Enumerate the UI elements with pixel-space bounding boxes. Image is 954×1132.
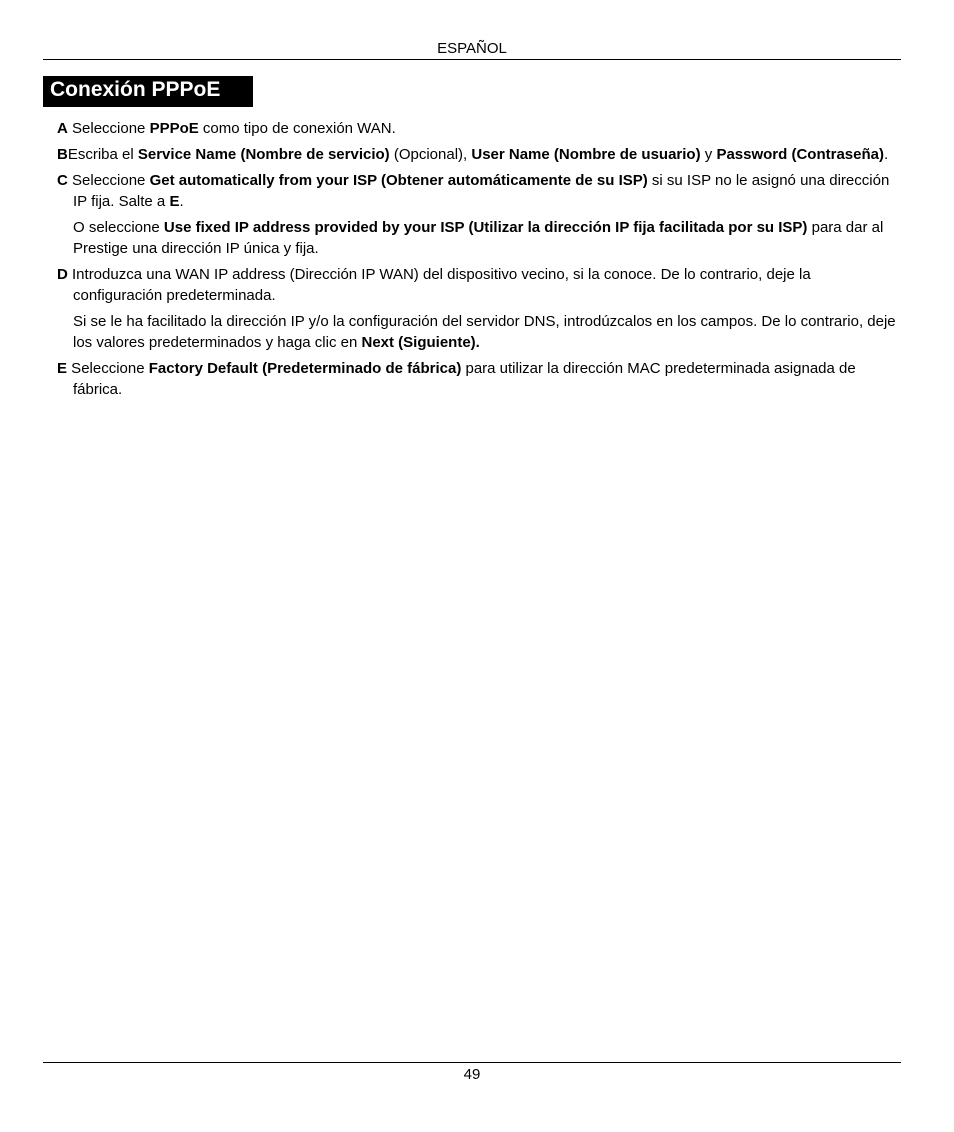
step-letter: C	[57, 172, 68, 189]
step-letter: B	[57, 146, 68, 163]
step-text: y	[700, 146, 717, 163]
step-text: como tipo de conexión WAN.	[198, 120, 396, 137]
step-a	[57, 118, 897, 139]
step-text: (Opcional),	[389, 146, 472, 163]
step-text: si su ISP no le asignó una dirección IP fija. Salte a	[73, 172, 890, 210]
step-text: Si se le ha facilitado la dirección IP y/o la configuración del servidor DNS, introdúzcalos en los campos. De lo contrario, deje los valores predeterminados y haga clic en	[73, 313, 896, 351]
step-emphasis: PPPoE	[149, 120, 199, 137]
step-e	[57, 358, 897, 400]
step-emphasis: Get automatically from your ISP (Obtener automáticamente de su ISP)	[149, 172, 648, 189]
step-text: .	[883, 146, 889, 163]
step-text: .	[179, 193, 184, 210]
step-text: para utilizar la dirección MAC predeterminada asignada de fábrica.	[73, 360, 856, 398]
page-number: 49	[463, 1066, 481, 1083]
step-emphasis: E	[169, 193, 180, 210]
step-letter: A	[57, 120, 68, 137]
step-emphasis: Service Name (Nombre de servicio)	[137, 146, 390, 163]
header-divider	[43, 59, 901, 60]
step-b	[57, 144, 897, 165]
step-emphasis: Next (Siguiente).	[361, 334, 480, 351]
step-emphasis: Password (Contraseña)	[716, 146, 884, 163]
step-text: para dar al Prestige una dirección IP única y fija.	[73, 219, 884, 257]
footer-divider	[43, 1062, 901, 1063]
section-title-bar	[43, 76, 253, 107]
step-d	[57, 264, 897, 306]
step-text: Seleccione	[67, 360, 149, 377]
step-text: Seleccione	[67, 120, 150, 137]
step-text: O seleccione	[73, 219, 164, 236]
step-c	[57, 170, 897, 212]
step-emphasis: Factory Default (Predeterminado de fábrica)	[148, 360, 462, 377]
step-c-alternative	[57, 217, 897, 259]
running-header: ESPAÑOL	[437, 40, 507, 57]
instructions	[57, 118, 897, 405]
step-text: Seleccione	[67, 172, 150, 189]
step-letter: E	[57, 360, 68, 377]
step-emphasis: Use fixed IP address provided by your ISP (Utilizar la dirección IP fija facilitada por su ISP)	[163, 219, 808, 236]
step-text: Introduzca una WAN IP address (Dirección IP WAN) del dispositivo vecino, si la conoce. De lo contrario, deje la configuración predeterminada.	[67, 266, 811, 304]
section-title: Conexión PPPoE	[50, 78, 221, 101]
step-d-dns-note	[57, 311, 897, 353]
step-text: Escriba el	[67, 146, 138, 163]
step-emphasis: User Name (Nombre de usuario)	[471, 146, 701, 163]
step-letter: D	[57, 266, 68, 283]
